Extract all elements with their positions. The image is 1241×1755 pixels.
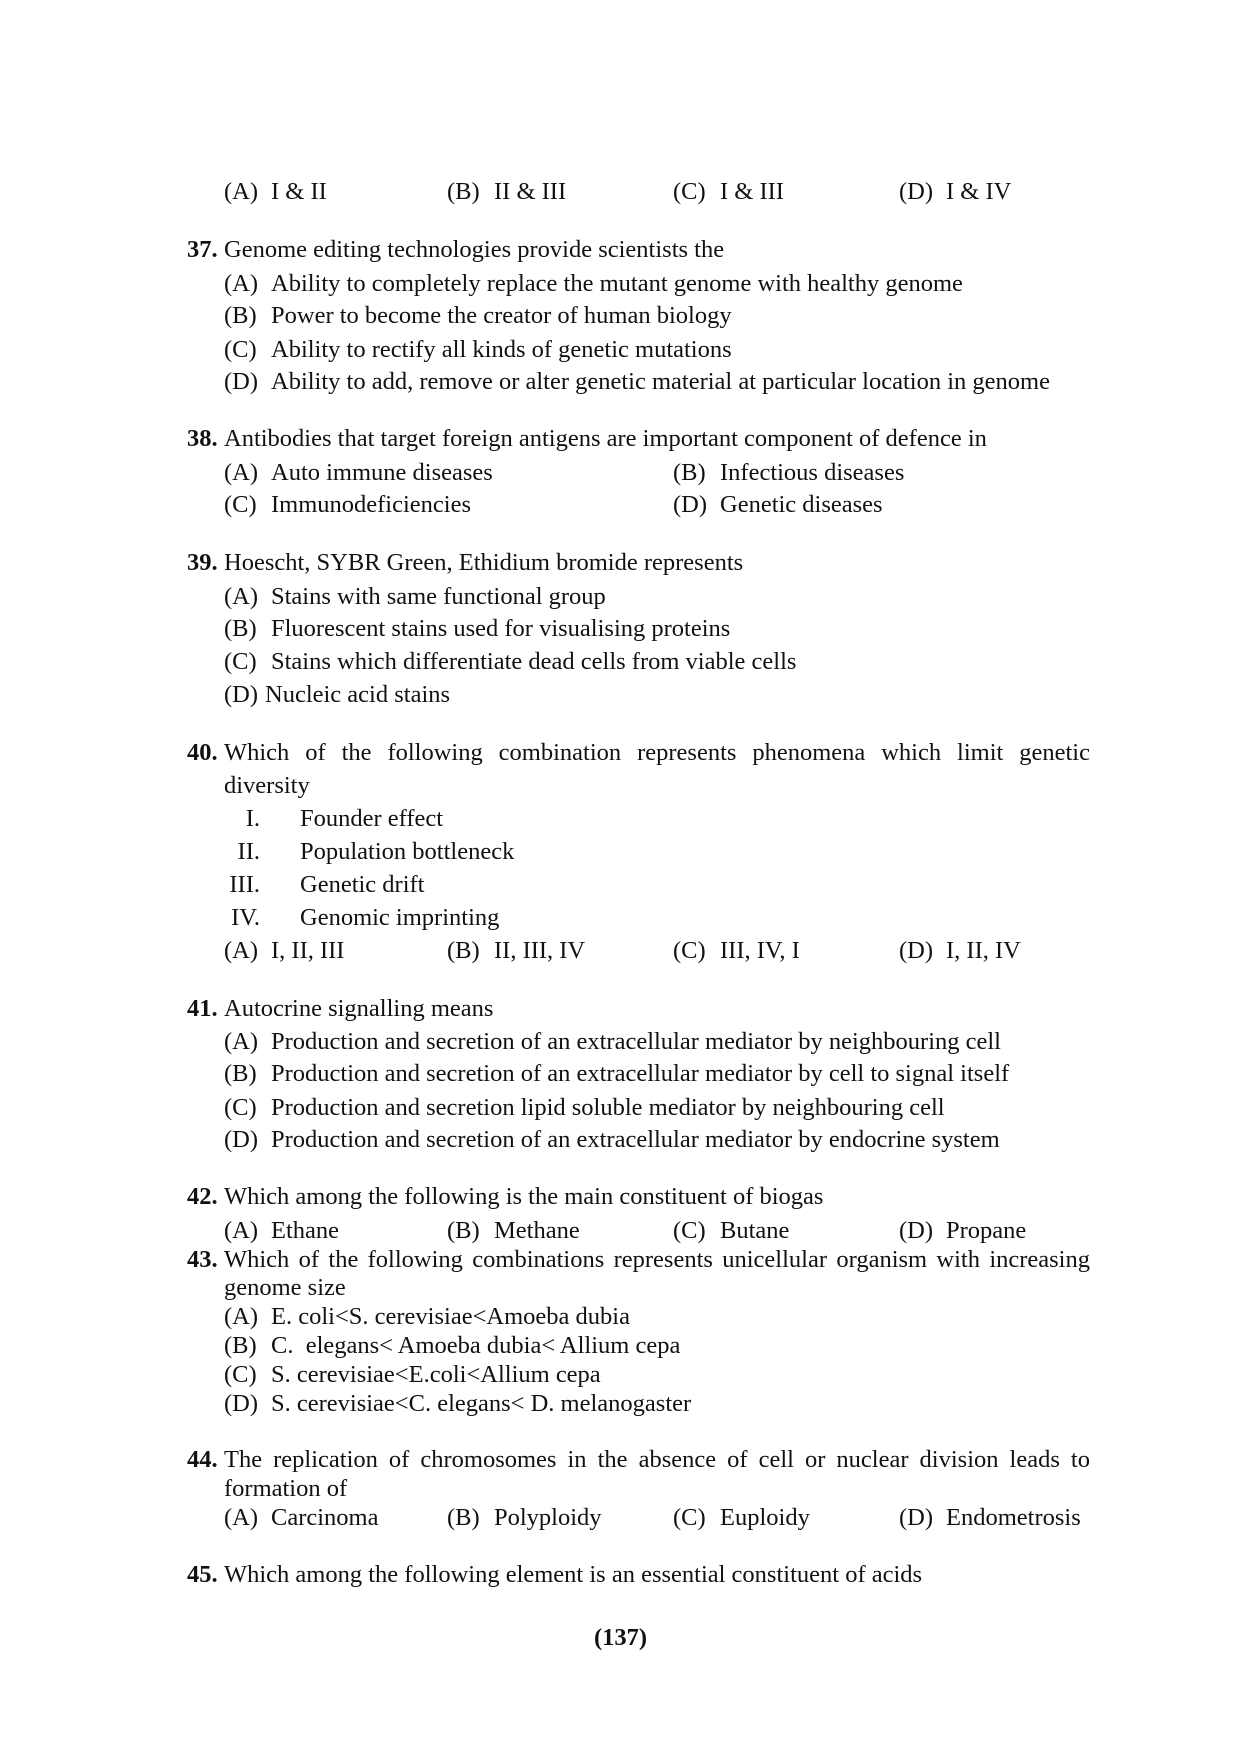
question-number: 42.: [187, 1183, 218, 1210]
question-text-line-2: genome size: [224, 1274, 346, 1301]
option-b: (B) Methane: [447, 1217, 580, 1244]
carryover-option-a: (A) I & II: [224, 178, 327, 205]
option-c: (C) Ability to rectify all kinds of genetic mutations: [224, 336, 732, 363]
question-text: Which among the following element is an essential constituent of acids: [224, 1561, 923, 1588]
option-c: (C) S. cerevisiae<E.coli<Allium cepa: [224, 1361, 601, 1388]
option-c: (C) III, IV, I: [673, 937, 800, 964]
option-d: (D) Genetic diseases: [673, 491, 883, 518]
carryover-option-b: (B) II & III: [447, 178, 567, 205]
question-number: 43.: [187, 1246, 218, 1273]
question-number: 41.: [187, 995, 218, 1022]
question-text: Autocrine signalling means: [224, 995, 494, 1022]
option-b: (B) Polyploidy: [447, 1504, 602, 1531]
question-text-line-2: formation of: [224, 1475, 348, 1502]
carryover-option-c: (C) I & III: [673, 178, 784, 205]
option-d: (D) I, II, IV: [899, 937, 1021, 964]
statement-i: I. Founder effect: [245, 805, 444, 832]
question-number: 40.: [187, 739, 218, 766]
option-b: (B) Infectious diseases: [673, 459, 905, 486]
option-a: (A) I, II, III: [224, 937, 345, 964]
option-a: (A) Stains with same functional group: [224, 583, 606, 610]
option-a: (A) E. coli<S. cerevisiae<Amoeba dubia: [224, 1303, 630, 1330]
statement-iv: IV. Genomic imprinting: [231, 904, 500, 931]
option-b: (B) Fluorescent stains used for visualising proteins: [224, 615, 731, 642]
option-a: (A) Ability to completely replace the mutant genome with healthy genome: [224, 270, 963, 297]
question-text-line-1: Which of the following combination represents phenomena which limit genetic: [224, 739, 1090, 766]
page-number: (137): [593, 1624, 648, 1651]
option-d: (D) Production and secretion of an extracellular mediator by endocrine system: [224, 1126, 1000, 1153]
question-text: Which among the following is the main constituent of biogas: [224, 1183, 824, 1210]
option-d: (D) Propane: [899, 1217, 1027, 1244]
option-b: (B) Power to become the creator of human biology: [224, 302, 732, 329]
statement-iii: III. Genetic drift: [229, 871, 425, 898]
option-c: (C) Euploidy: [673, 1504, 810, 1531]
option-a: (A) Carcinoma: [224, 1504, 379, 1531]
option-d: (D) Ability to add, remove or alter genetic material at particular location in genome: [224, 368, 1050, 395]
option-c: (C) Production and secretion lipid soluble mediator by neighbouring cell: [224, 1094, 945, 1121]
option-c: (C) Stains which differentiate dead cells from viable cells: [224, 648, 797, 675]
question-text: Genome editing technologies provide scientists the: [224, 236, 725, 263]
option-b: (B) II, III, IV: [447, 937, 586, 964]
option-c: (C) Immunodeficiencies: [224, 491, 472, 518]
question-text-line-2: diversity: [224, 772, 310, 799]
question-text-line-1: Which of the following combinations represents unicellular organism with increasing: [224, 1246, 1090, 1273]
option-c: (C) Butane: [673, 1217, 790, 1244]
question-number: 38.: [187, 425, 218, 452]
question-text: Antibodies that target foreign antigens are important component of defence in: [224, 425, 987, 452]
option-b: (B) C. elegans< Amoeba dubia< Allium cepa: [224, 1332, 681, 1359]
question-number: 39.: [187, 549, 218, 576]
question-text-line-1: The replication of chromosomes in the absence of cell or nuclear division leads to: [224, 1446, 1090, 1473]
option-d: (D) Endometrosis: [899, 1504, 1081, 1531]
statement-ii: II. Population bottleneck: [237, 838, 515, 865]
option-d: (D) Nucleic acid stains: [224, 681, 451, 708]
question-number: 44.: [187, 1446, 218, 1473]
option-b: (B) Production and secretion of an extracellular mediator by cell to signal itself: [224, 1060, 1010, 1087]
option-a: (A) Auto immune diseases: [224, 459, 493, 486]
option-a: (A) Ethane: [224, 1217, 340, 1244]
question-text: Hoescht, SYBR Green, Ethidium bromide represents: [224, 549, 744, 576]
question-number: 45.: [187, 1561, 218, 1588]
option-a: (A) Production and secretion of an extracellular mediator by neighbouring cell: [224, 1028, 1001, 1055]
question-number: 37.: [187, 236, 218, 263]
option-d: (D) S. cerevisiae<C. elegans< D. melanogaster: [224, 1390, 692, 1417]
carryover-option-d: (D) I & IV: [899, 178, 1012, 205]
